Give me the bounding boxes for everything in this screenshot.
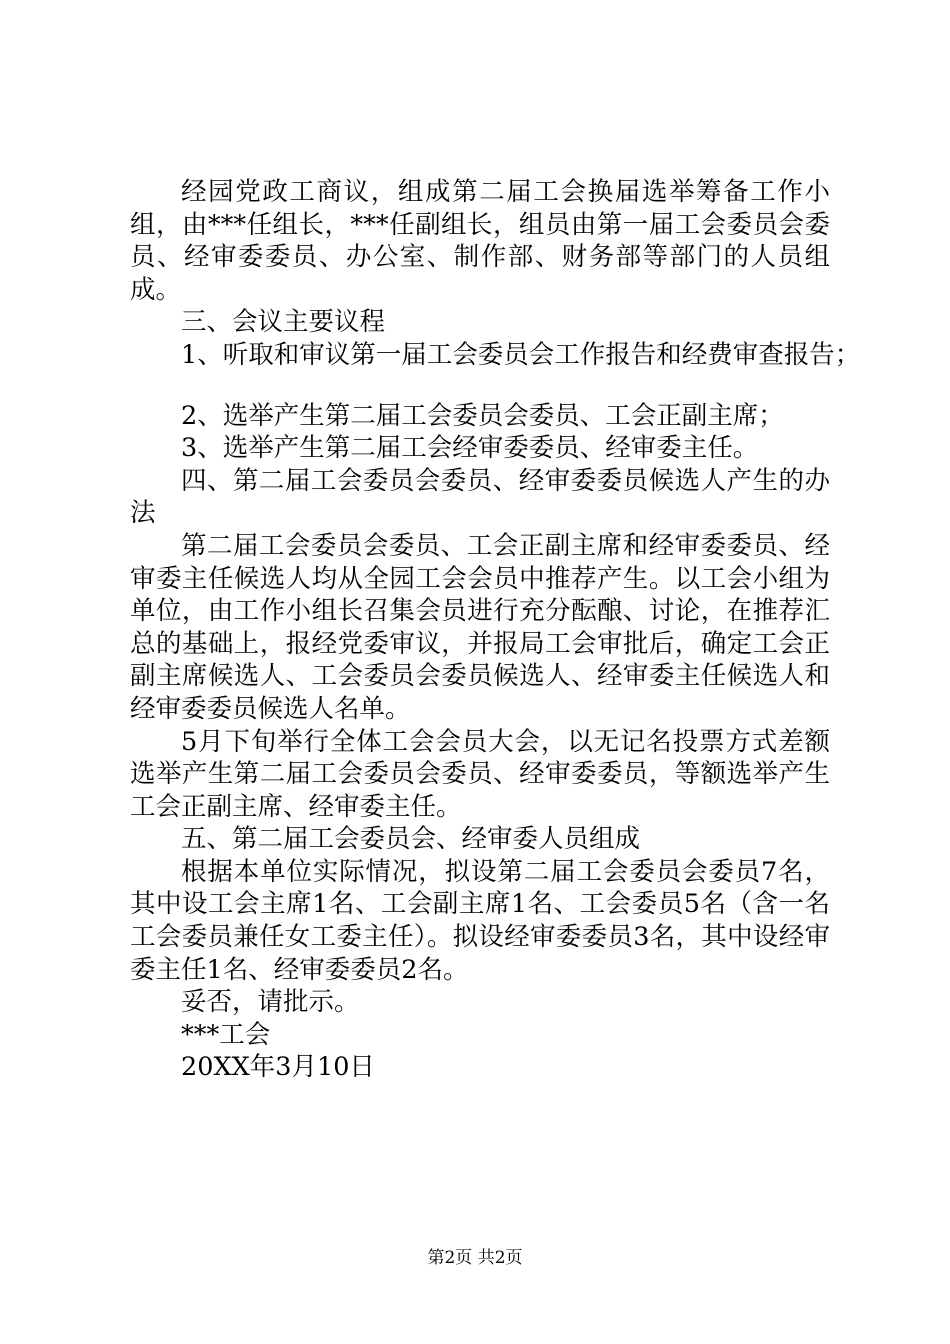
paragraph-committee-formation: 经园党政工商议，组成第二届工会换届选举筹备工作小组，由***任组长，***任副组长，组员由第一届工会委员会委员、经审委委员、办公室、制作部、财务部等部门的人员组成。: [130, 177, 830, 305]
paragraph-election-meeting: 5月下旬举行全体工会会员大会，以无记名投票方式差额选举产生第二届工会委员会委员、经审委委员，等额选举产生工会正副主席、经审委主任。: [130, 726, 830, 822]
paragraph-committee-composition: 根据本单位实际情况，拟设第二届工会委员会委员7名，其中设工会主席1名、工会副主席1名、工会委员5名（含一名工会委员兼任女工委主任）。拟设经审委委员3名，其中设经审委主任1名、经审委委员2名。: [130, 856, 830, 985]
agenda-item-2: 2、选举产生第二届工会委员会委员、工会正副主席；: [181, 400, 784, 431]
heading-candidate-method: 四、第二届工会委员会委员、经审委委员候选人产生的办法: [130, 465, 830, 529]
heading-committee-composition: 五、第二届工会委员会、经审委人员组成: [181, 824, 641, 855]
document-body: [130, 176, 861, 1084]
agenda-item-3: 3、选举产生第二届工会经审委委员、经审委主任。: [181, 433, 759, 464]
page-number-footer: 第2页 共2页: [427, 1248, 523, 1268]
closing-request: 妥否，请批示。: [181, 987, 360, 1018]
heading-meeting-agenda: 三、会议主要议程: [181, 307, 386, 338]
document-date: 20XX年3月10日: [181, 1052, 375, 1083]
agenda-item-1: 1、听取和审议第一届工会委员会工作报告和经费审查报告；: [181, 339, 861, 370]
signature: ***工会: [181, 1019, 271, 1050]
paragraph-candidate-method: 第二届工会委员会委员、工会正副主席和经审委委员、经审委主任候选人均从全园工会会员中推荐产生。以工会小组为单位，由工作小组长召集会员进行充分酝酿、讨论，在推荐汇总的基础上，报经党委审议，并报局工会审批后，确定工会正副主席候选人、工会委员会委员候选人、经审委主任候选人和经审委委员候选人名单。: [130, 530, 830, 724]
